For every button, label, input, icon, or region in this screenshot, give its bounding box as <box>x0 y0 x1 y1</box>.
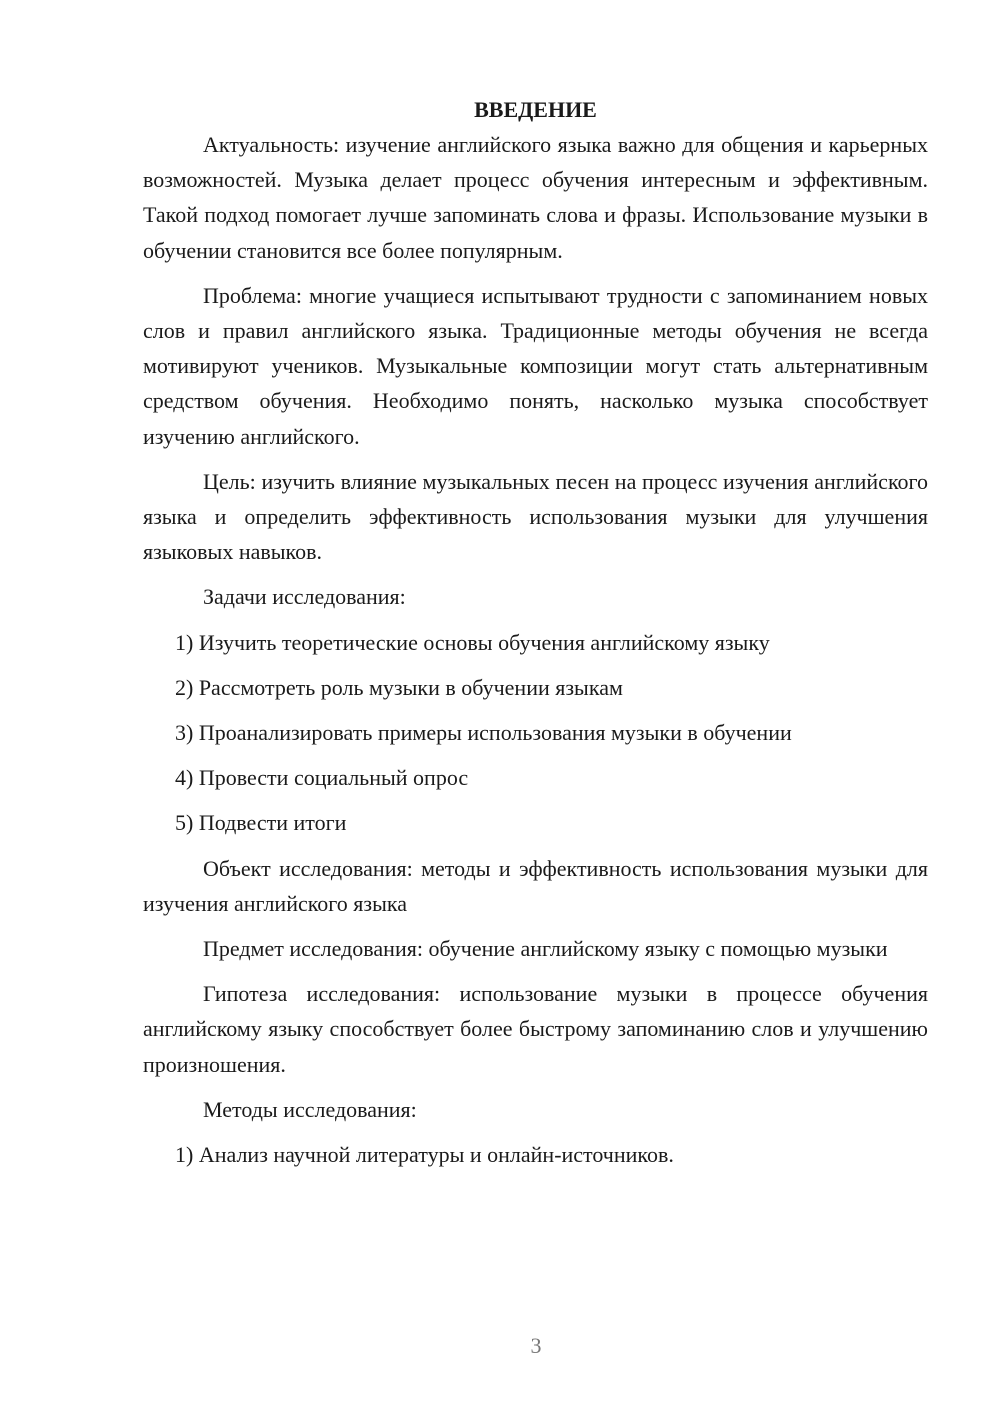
paragraph-subject: Предмет исследования: обучение английскому языку с помощью музыки <box>203 936 888 962</box>
page-number: 3 <box>530 1333 542 1358</box>
document-page <box>143 92 928 1172</box>
paragraph-relevance: Актуальность: изучение английского языка важно для общения и карьерных возможностей. Музыка делает процесс обучения интересным и эффективным. Такой подход помогает лучше запоминать слова и фразы. Использование музыки в обучении становится все более популярным. <box>143 132 928 263</box>
tasks-heading: Задачи исследования: <box>203 584 406 610</box>
paragraph-hypothesis: Гипотеза исследования: использование музыки в процессе обучения английскому языку способствует более быстрому запоминанию слов и улучшению произношения. <box>143 981 928 1077</box>
paragraph-goal: Цель: изучить влияние музыкальных песен на процесс изучения английского языка и определить эффективность использования музыки для улучшения языковых навыков. <box>143 468 928 565</box>
page-title: ВВЕДЕНИЕ <box>474 97 597 122</box>
paragraph-problem: Проблема: многие учащиеся испытывают трудности с запоминанием новых слов и правил английского языка. Традиционные методы обучения не всегда мотивируют учеников. Музыкальные композиции могут стать альтернативным средством обучения. Необходимо понять, насколько музыка способствует изучению английского. <box>143 282 928 449</box>
task-item-4: 4) Провести социальный опрос <box>175 765 469 791</box>
task-item-1: 1) Изучить теоретические основы обучения английскому языку <box>175 629 770 655</box>
task-item-2: 2) Рассмотреть роль музыки в обучении языкам <box>175 674 623 700</box>
task-item-3: 3) Проанализировать примеры использования музыки в обучении <box>175 720 792 746</box>
paragraph-object: Объект исследования: методы и эффективность использования музыки для изучения английского языка <box>143 855 928 916</box>
methods-heading: Методы исследования: <box>203 1096 417 1122</box>
method-item-1: 1) Анализ научной литературы и онлайн-источников. <box>175 1142 674 1168</box>
task-item-5: 5) Подвести итоги <box>175 810 347 836</box>
